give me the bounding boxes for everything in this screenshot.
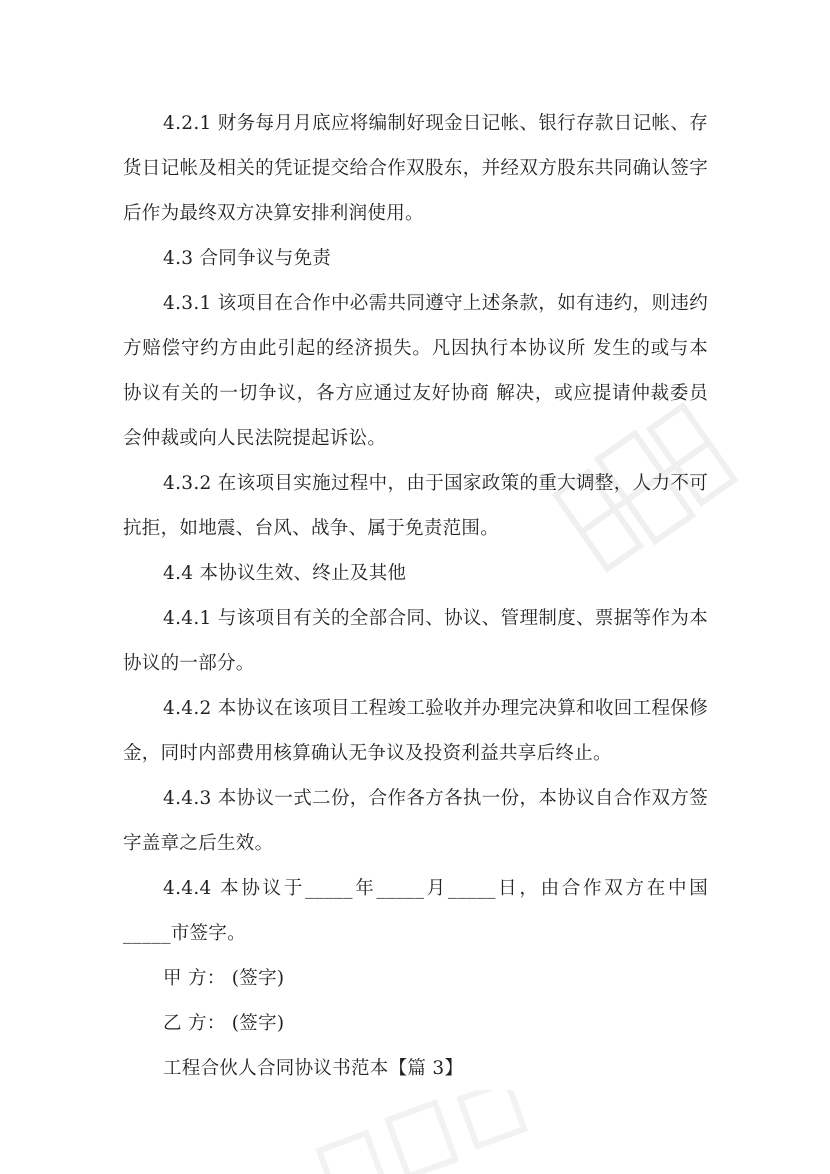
heading-4-3: 4.3 合同争议与免责 [163, 248, 332, 269]
watermark-stamp-bottom [300, 1090, 540, 1174]
party-a-signature: 甲 方： (签字) [163, 968, 285, 989]
paragraph-4-3-1: 4.3.1 该项目在合作中必需共同遵守上述条款，如有违约，则违约方赔偿守约方由此引起的经济损失。凡因执行本协议所 发生的或与本协议有关的一切争议，各方应通过友好协商 解决，或应提请仲裁委员会仲裁或向人民法院提起诉讼。 [123, 293, 708, 449]
party-b-signature: 乙 方： (签字) [163, 1013, 285, 1034]
paragraph-4-4-2: 4.4.2 本协议在该项目工程竣工验收并办理完决算和收回工程保修金，同时内部费用核算确认无争议及投资利益共享后终止。 [123, 698, 708, 764]
paragraph-4-4-3: 4.4.3 本协议一式二份，合作各方各执一份，本协议自合作双方签字盖章之后生效。 [123, 788, 708, 854]
document-body [123, 101, 708, 1091]
paragraph-4-4-1: 4.4.1 与该项目有关的全部合同、协议、管理制度、票据等作为本协议的一部分。 [123, 608, 708, 674]
paragraph-4-4-4: 4.4.4 本协议于_____年_____月_____日，由合作双方在中国_____市签字。 [123, 878, 708, 944]
paragraph-4-3-2: 4.3.2 在该项目实施过程中，由于国家政策的重大调整，人力不可抗拒，如地震、台风、战争、属于免责范围。 [123, 473, 708, 539]
paragraph-4-2-1: 4.2.1 财务每月月底应将编制好现金日记帐、银行存款日记帐、存货日记帐及相关的凭证提交给合作双股东，并经双方股东共同确认签字后作为最终双方决算安排利润使用。 [123, 113, 708, 224]
section-title-part-3: 工程合伙人合同协议书范本【篇 3】 [163, 1058, 464, 1079]
heading-4-4: 4.4 本协议生效、终止及其他 [163, 563, 407, 584]
